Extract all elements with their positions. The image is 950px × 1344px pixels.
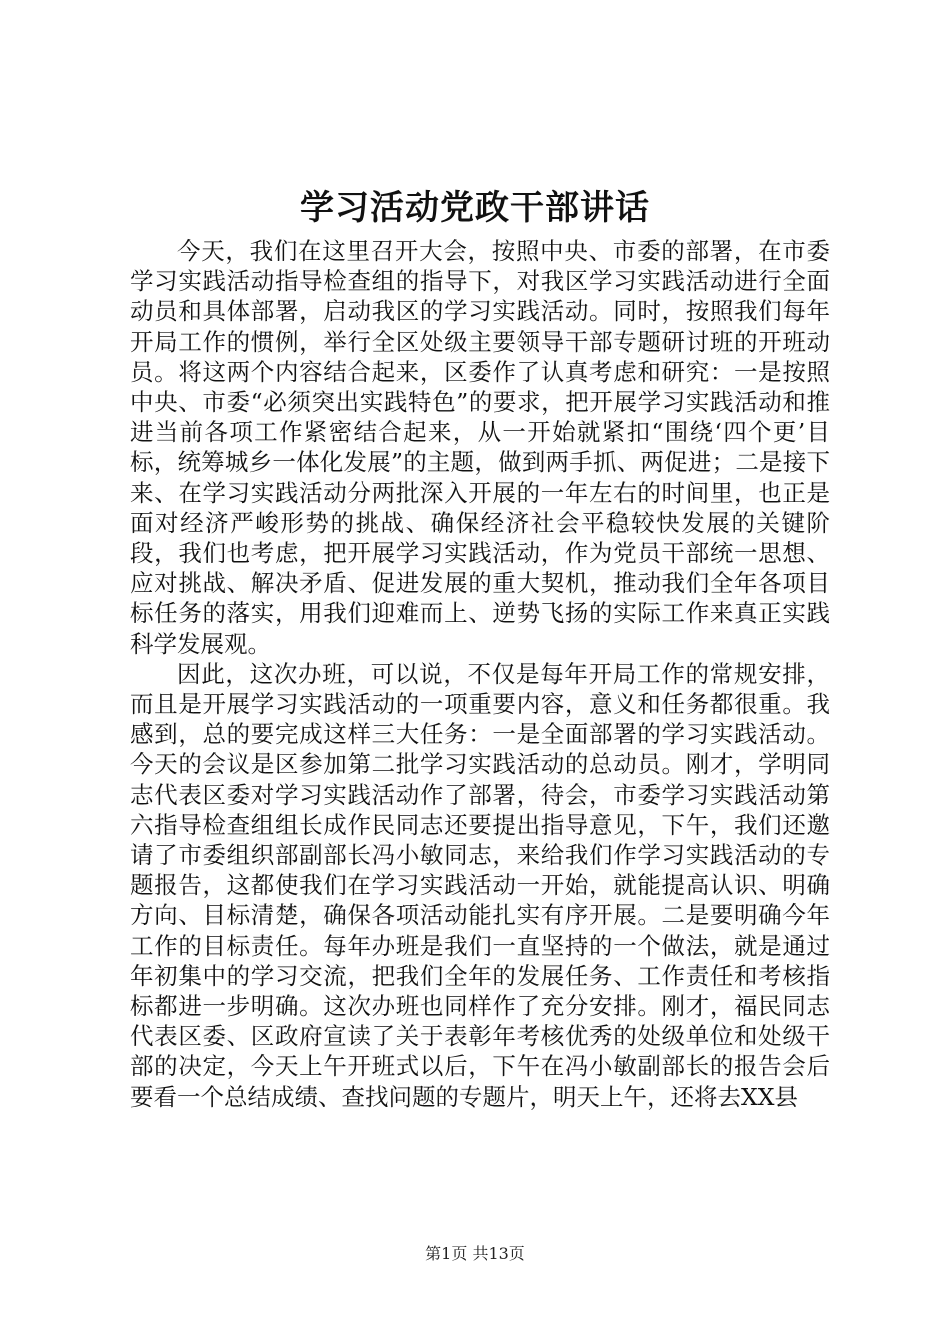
paragraph-2: 因此，这次办班，可以说，不仅是每年开局工作的常规安排，而且是开展学习实践活动的一项重要内容，意义和任务都很重。我感到，总的要完成这样三大任务：一是全面部署的学习实践活动。今天的会议是区参加第二批学习实践活动的总动员。刚才，学明同志代表区委对学习实践活动作了部署，待会，市委学习实践活动第六指导检查组组长成作民同志还要提出指导意见，下午，我们还邀请了市委组织部副部长冯小敏同志，来给我们作学习实践活动的专题报告，这都使我们在学习实践活动一开始，就能提高认识、明确方向、目标清楚，确保各项活动能扎实有序开展。二是要明确今年工作的目标责任。每年办班是我们一直坚持的一个做法，就是通过年初集中的学习交流，把我们全年的发展任务、工作责任和考核指标都进一步明确。这次办班也同样作了充分安排。刚才，福民同志代表区委、区政府宣读了关于表彰年考核优秀的处级单位和处级干部的决定，今天上午开班式以后，下午在冯小敏副部长的报告会后要看一个总结成绩、查找问题的专题片，明天上午，还将去XX县: [130, 659, 830, 1111]
document-body: [130, 236, 830, 1112]
page-number-footer: 第1页 共13页: [425, 1244, 525, 1263]
paragraph-1: 今天，我们在这里召开大会，按照中央、市委的部署，在市委学习实践活动指导检查组的指导下，对我区学习实践活动进行全面动员和具体部署，启动我区的学习实践活动。同时，按照我们每年开局工作的惯例，举行全区处级主要领导干部专题研讨班的开班动员。将这两个内容结合起来，区委作了认真考虑和研究：一是按照中央、市委“必须突出实践特色”的要求，把开展学习实践活动和推进当前各项工作紧密结合起来，从一开始就紧扣“围绕‘四个更’目标，统筹城乡一体化发展”的主题，做到两手抓、两促进；二是接下来、在学习实践活动分两批深入开展的一年左右的时间里，也正是面对经济严峻形势的挑战、确保经济社会平稳较快发展的关键阶段，我们也考虑，把开展学习实践活动，作为党员干部统一思想、应对挑战、解决矛盾、促进发展的重大契机，推动我们全年各项目标任务的落实，用我们迎难而上、逆势飞扬的实际工作来真正实践科学发展观。: [130, 237, 830, 658]
document-title: 学习活动党政干部讲话: [300, 188, 650, 228]
